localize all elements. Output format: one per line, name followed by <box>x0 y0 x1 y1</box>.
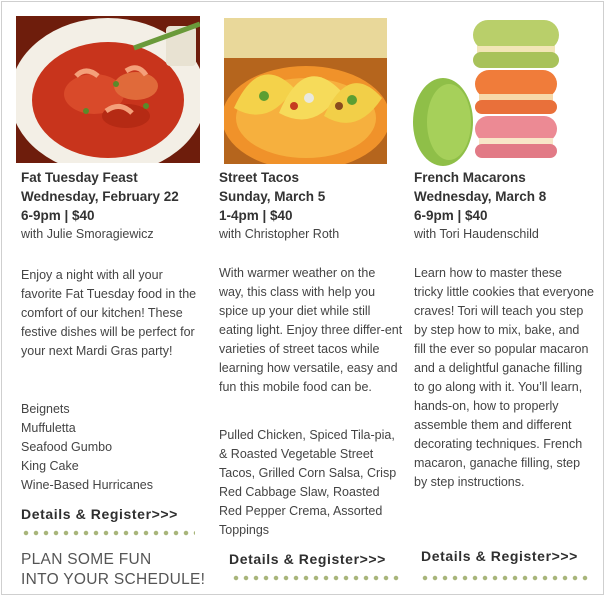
class-time-price: 1-4pm | $40 <box>219 208 293 223</box>
class-time-price: 6-9pm | $40 <box>21 208 95 223</box>
dotted-divider <box>420 575 592 581</box>
list-item: Muffuletta <box>21 421 76 435</box>
class-instructor: with Tori Haudenschild <box>414 227 539 241</box>
macarons-stack-icon <box>407 18 579 176</box>
promo-line: INTO YOUR SCHEDULE! <box>21 571 206 588</box>
class-title: French Macarons <box>414 170 526 185</box>
class-menu-list <box>21 400 199 495</box>
class-title: Fat Tuesday Feast <box>21 170 138 185</box>
class-header-fat-tuesday <box>21 168 199 244</box>
list-item: King Cake <box>21 459 79 473</box>
class-time-price: 6-9pm | $40 <box>414 208 488 223</box>
street-tacos-plate-icon <box>224 18 387 164</box>
fat-tuesday-photo <box>16 16 200 163</box>
class-title: Street Tacos <box>219 170 300 185</box>
class-date: Sunday, March 5 <box>219 189 326 204</box>
class-description: Enjoy a night with all your favorite Fat Tuesday food in the comfort of our kitchen! These festive dishes will be perfect for your next Mardi Gras party! <box>21 268 197 358</box>
list-item: Wine-Based Hurricanes <box>21 478 153 492</box>
french-macarons-photo <box>407 18 579 176</box>
list-item: Seafood Gumbo <box>21 440 113 454</box>
promo-tagline <box>21 550 221 590</box>
class-instructor: with Christopher Roth <box>219 227 340 241</box>
class-instructor: with Julie Smoragiewicz <box>21 227 154 241</box>
dotted-divider <box>21 530 195 536</box>
list-item: Beignets <box>21 402 70 416</box>
class-schedule-panel <box>1 1 604 595</box>
class-header-street-tacos <box>219 168 401 244</box>
class-date: Wednesday, March 8 <box>414 189 547 204</box>
street-tacos-photo <box>224 18 387 164</box>
class-description: Learn how to master these tricky little cookies that everyone craves! Tori will teach you step by step how to mix, bake, and fill the ever so popular macaron and a delightful ganache filling to go along with it. You’ll learn, hands-on, how to properly assemble them and different decorating techniques. French macaron, ganache filling, step by step instructions. <box>414 266 594 489</box>
dotted-divider <box>231 575 403 581</box>
details-register-link[interactable]: Details & Register>>> <box>421 548 578 564</box>
class-menu-text: Pulled Chicken, Spiced Tila-pia, & Roasted Vegetable Street Tacos, Grilled Corn Salsa, Crisp Red Cabbage Slaw, Roasted Red Pepper Crema, Assorted Toppings <box>219 428 397 537</box>
details-register-link[interactable]: Details & Register>>> <box>229 551 386 567</box>
details-register-link[interactable]: Details & Register>>> <box>21 506 178 522</box>
class-date: Wednesday, February 22 <box>21 189 179 204</box>
promo-line: PLAN SOME FUN <box>21 551 152 568</box>
seafood-gumbo-bowl-icon <box>16 16 200 163</box>
class-description: With warmer weather on the way, this class with help you spice up your diet while still eating light. Enjoy three differ-ent varieties of street tacos while learning how versatile, easy and fun this mobile food can be. <box>219 266 403 394</box>
class-header-french-macarons <box>414 168 598 244</box>
